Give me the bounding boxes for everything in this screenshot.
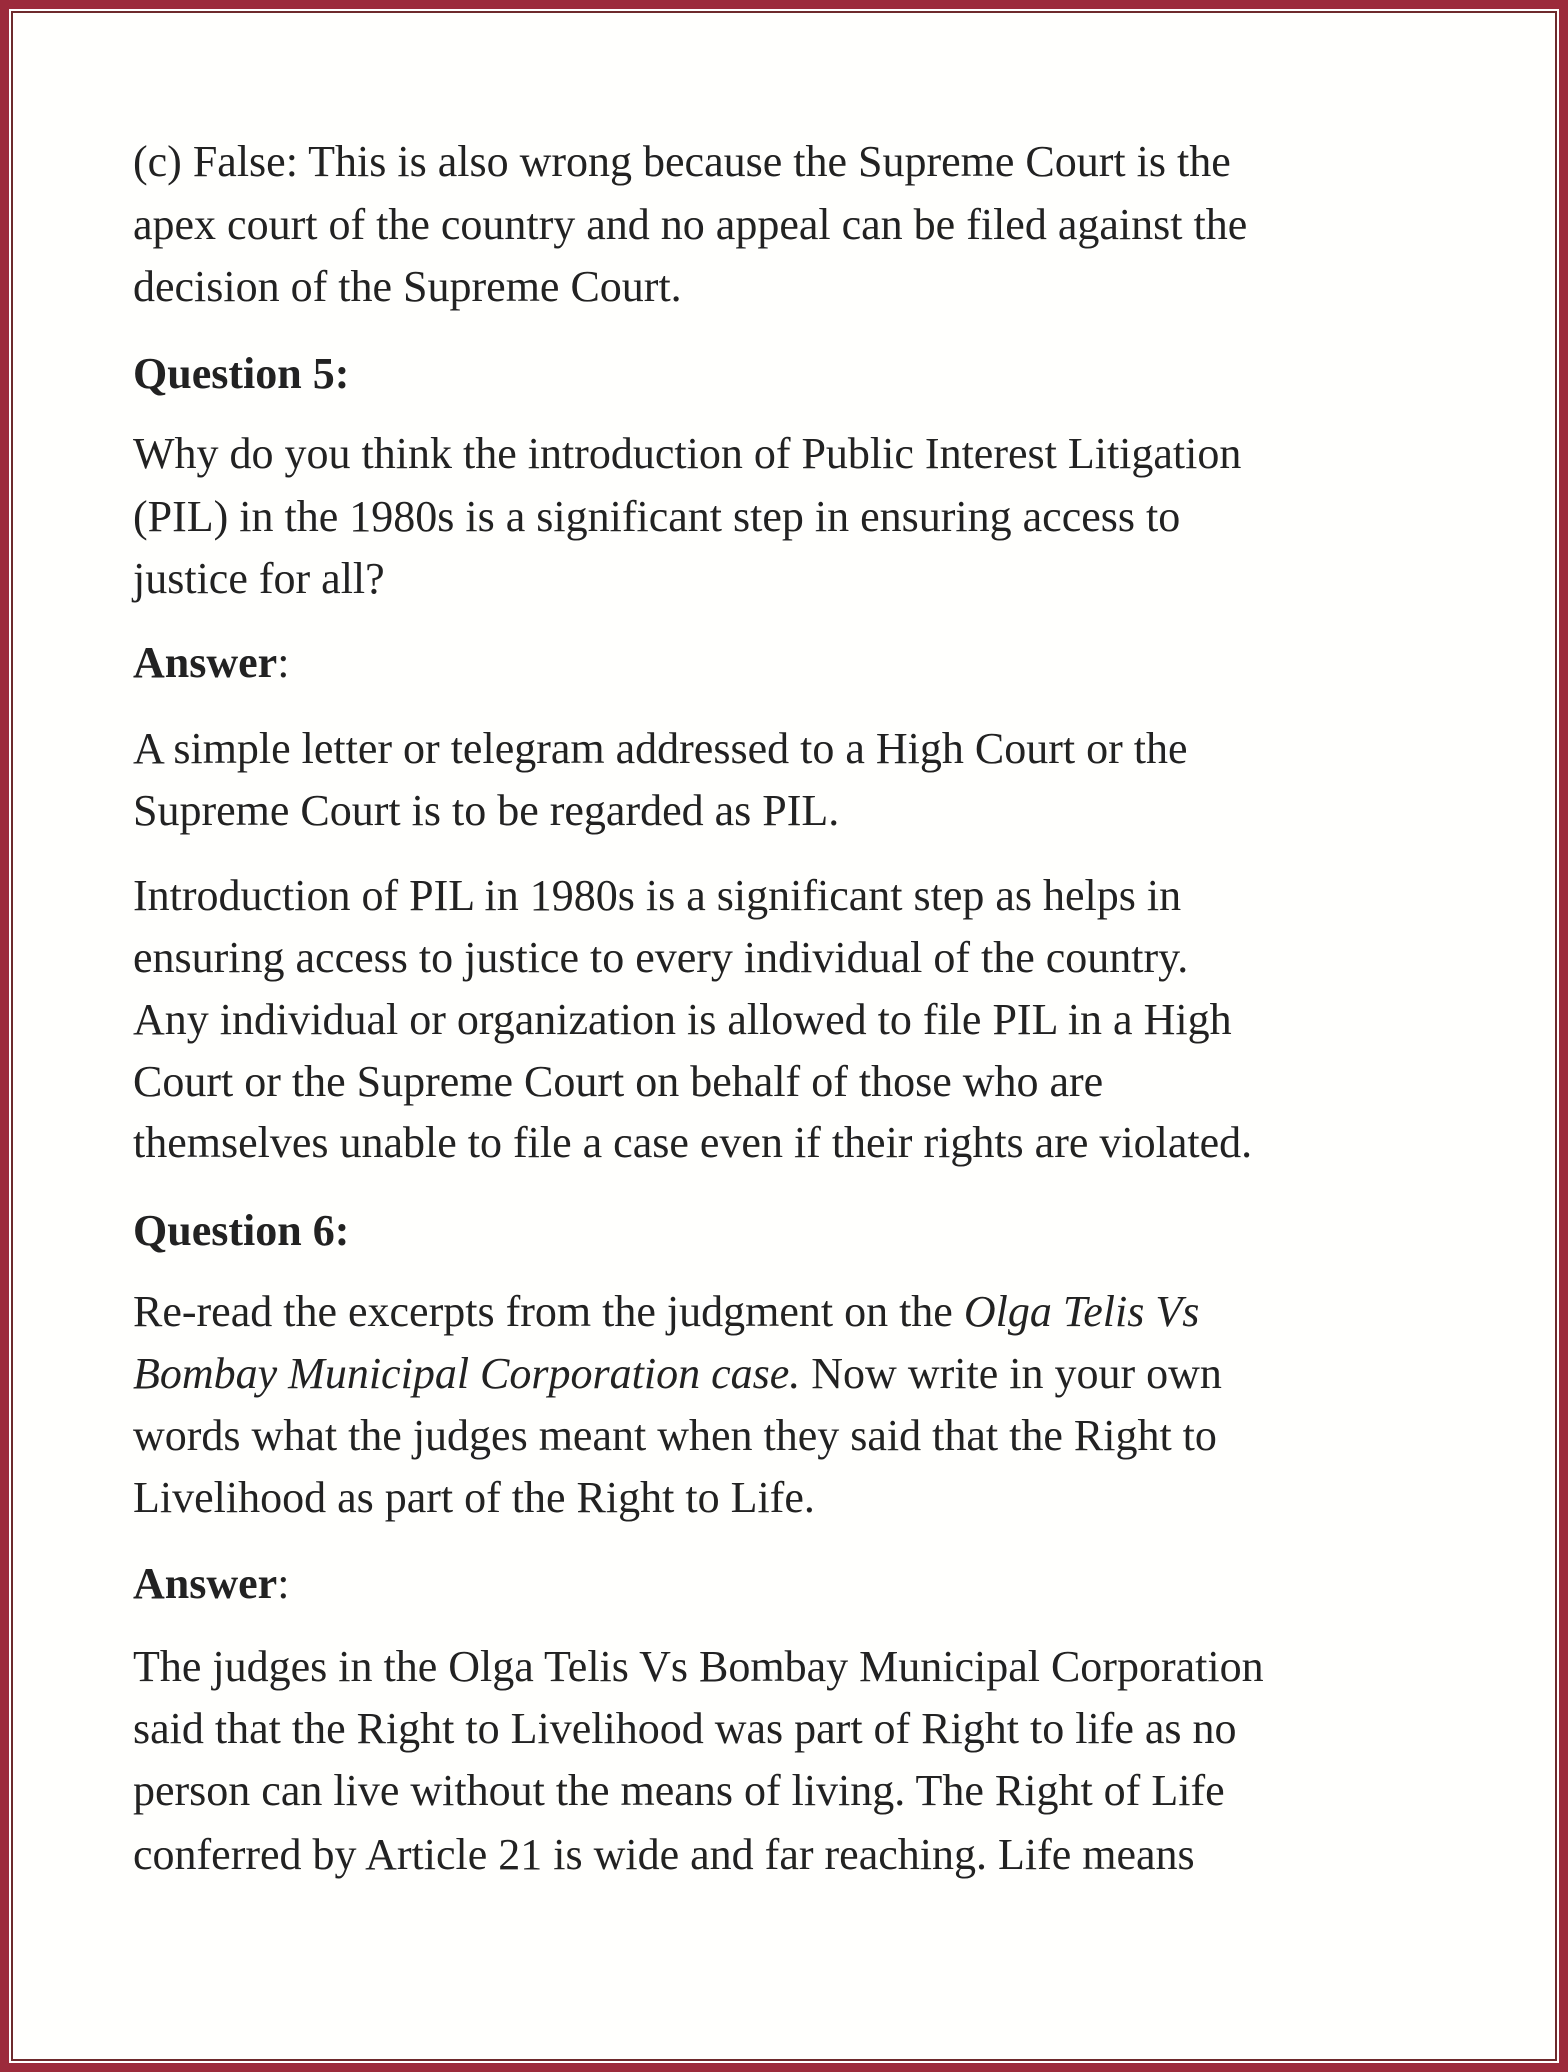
text-line [133, 1824, 1195, 1886]
text-line [133, 194, 1247, 256]
text-line [133, 423, 1241, 485]
text-segment: : [277, 1559, 290, 1608]
text-line [133, 1343, 1222, 1405]
section-heading [133, 1200, 349, 1262]
heading-text: Answer [133, 1559, 278, 1608]
text-segment: decision of the Supreme Court. [133, 262, 682, 311]
text-line [133, 1636, 1264, 1698]
text-segment: Court or the Supreme Court on behalf of those who are [133, 1057, 1104, 1106]
text-segment: Why do you think the introduction of Public Interest Litigation [133, 429, 1242, 478]
text-line [133, 1112, 1252, 1174]
text-line [133, 256, 682, 318]
case-name-italic: Bombay Municipal Corporation case. [133, 1349, 801, 1398]
text-segment: conferred by Article 21 is wide and far reaching. Life means [133, 1830, 1195, 1879]
heading-text: Question 5: [133, 349, 350, 398]
text-segment: words what the judges meant when they said that the Right to [133, 1411, 1217, 1460]
text-segment: (PIL) in the 1980s is a significant step in ensuring access to [133, 492, 1181, 541]
text-segment: themselves unable to file a case even if their rights are violated. [133, 1118, 1253, 1167]
text-line [133, 486, 1180, 548]
text-segment: justice for all? [133, 554, 385, 603]
text-segment: A simple letter or telegram addressed to a High Court or the [133, 724, 1188, 773]
heading-text: Answer [133, 638, 278, 687]
text-line [133, 989, 1232, 1051]
text-segment: : [277, 638, 290, 687]
section-heading [133, 1553, 289, 1615]
text-segment: said that the Right to Livelihood was part of Right to life as no [133, 1704, 1237, 1753]
text-segment: Any individual or organization is allowed to file PIL in a High [133, 995, 1232, 1044]
text-segment: person can live without the means of living. The Right of Life [133, 1766, 1225, 1815]
section-heading [133, 343, 349, 405]
text-segment: Re-read the excerpts from the judgment on the [133, 1287, 964, 1336]
text-line [133, 131, 1231, 193]
text-line [133, 1051, 1103, 1113]
text-line [133, 927, 1188, 989]
text-segment: (c) False: This is also wrong because the Supreme Court is the [133, 137, 1231, 186]
text-line [133, 1281, 1199, 1343]
text-line [133, 1405, 1217, 1467]
text-segment: Supreme Court is to be regarded as PIL. [133, 786, 840, 835]
text-segment: The judges in the Olga Telis Vs Bombay Municipal Corporation [133, 1642, 1264, 1691]
text-line [133, 1467, 815, 1529]
heading-text: Question 6: [133, 1206, 350, 1255]
text-segment: ensuring access to justice to every individual of the country. [133, 933, 1189, 982]
text-line [133, 780, 839, 842]
section-heading [133, 632, 289, 694]
text-segment: Now write in your own [800, 1349, 1222, 1398]
text-segment: apex court of the country and no appeal can be filed against the [133, 200, 1248, 249]
case-name-italic: Olga Telis Vs [963, 1287, 1200, 1336]
text-line [133, 718, 1188, 780]
text-line [133, 1698, 1237, 1760]
text-segment: Introduction of PIL in 1980s is a significant step as helps in [133, 871, 1182, 920]
text-line [133, 865, 1181, 927]
text-segment: Livelihood as part of the Right to Life. [133, 1473, 815, 1522]
text-line [133, 1760, 1225, 1822]
text-line [133, 548, 385, 610]
